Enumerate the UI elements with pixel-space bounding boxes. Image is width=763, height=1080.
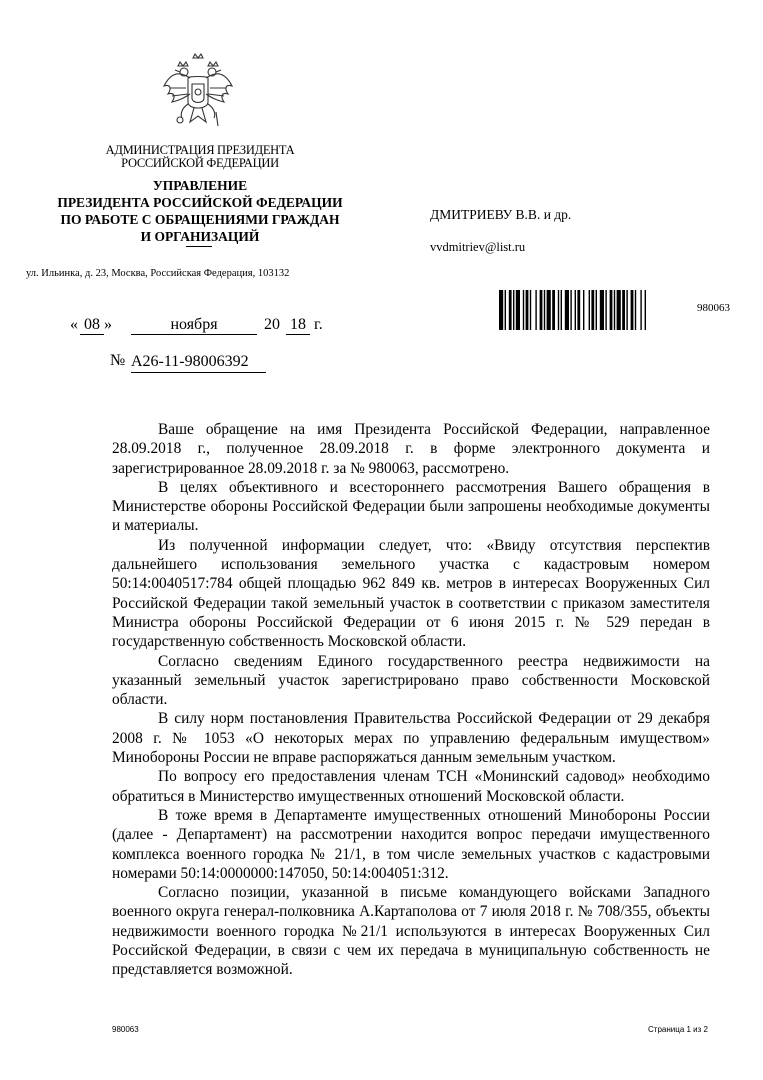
barcode-bar [561,290,562,330]
barcode-bar [505,290,506,330]
barcode-bar [605,290,606,330]
barcode-bar [540,290,543,330]
coat-of-arms-emblem-icon [160,52,236,132]
barcode-bar [547,290,551,330]
barcode-bar [509,290,512,330]
barcode-bar [565,290,569,330]
barcode-bar [535,290,536,330]
barcode-bar [577,290,580,330]
date-month: ноября [131,316,257,335]
date-close-quote: » [104,316,112,333]
barcode-bar [575,290,576,330]
body-paragraph: Согласно сведениям Единого государственного реестра недвижимости на указанный земельный участок зарегистрировано право собственности Московской области. [112,652,710,709]
agency-name-line1: АДМИНИСТРАЦИЯ ПРЕЗИДЕНТА [105,143,295,157]
body-paragraph: По вопросу его предоставления членам ТСН «Монинский садовод» необходимо обратиться в Министерство имущественных отношений Московской области. [112,768,710,805]
barcode-bar [544,290,545,330]
barcode-bar [635,290,636,330]
date-year: 18 [286,316,310,335]
header-divider [186,246,212,247]
barcode-bar [523,290,524,330]
barcode-bar [530,290,531,330]
date-year-suffix: г. [314,316,323,333]
body-paragraph: В тоже время в Департаменте имущественных отношений Минобороны России (далее - Департамент) на рассмотрении находится вопрос передачи имущественного комплекса военного городка № 21/1, в том числе земельных участков с кадастровыми номерами 50:14:0000000:147050, 50:14:004051:312. [112,806,710,882]
body-paragraph: В силу норм постановления Правительства Российской Федерации от 29 декабря 2008 г. № 1053 «О некоторых мерах по управлению федеральным имуществом» Минобороны России не вправе распоряжаться данным земельным участком. [112,710,710,767]
barcode-bar [513,290,514,330]
barcode-bar [640,290,641,330]
barcode-bar [626,290,627,330]
barcode-bar [499,290,503,330]
barcode [499,290,687,330]
barcode-number: 980063 [697,302,730,314]
agency-name-line2: РОССИЙСКОЙ ФЕДЕРАЦИИ [121,156,279,170]
body-paragraph: В целях объективного и всестороннего рассмотрения Вашего обращения в Министерстве обороны Российской Федерации были запрошены необходимые документы и материалы. [112,478,710,535]
recipient-email: vvdmitriev@list.ru [430,240,526,254]
barcode-bar [591,290,594,330]
footer-document-id: 980063 [112,1025,139,1034]
dept-name-line1: УПРАВЛЕНИЕ [152,178,248,193]
barcode-bar [617,290,621,330]
barcode-bar [583,290,584,330]
barcode-bar [526,290,529,330]
barcode-bar [614,290,615,330]
dept-name-line4: И ОРГАНИЗАЦИЙ [140,229,260,244]
reference-label: № [110,352,126,369]
date-open-quote: « [70,316,78,333]
barcode-bar [558,290,559,330]
barcode-bar [552,290,555,330]
body-paragraph: Из полученной информации следует, что: «Ввиду отсутствия перспектив дальнейшего использования земельного участка с кадастровым номером 50:14:0040517:784 общей площадью 962 849 кв. метров в интересах Вооруженных Сил Российской Федерации такой земельный участок в соответствии с приказом заместителя Министра обороны Российской Федерации от 6 июня 2015 г. № 529 передан в государственную собственность Московской области. [112,536,710,651]
barcode-bar [622,290,625,330]
barcode-bar [570,290,571,330]
date-century: 20 [264,316,280,333]
barcode-bar [516,290,520,330]
letter-body [112,420,710,980]
recipient-name: ДМИТРИЕВУ В.В. и др. [430,207,572,222]
barcode-bar [589,290,590,330]
barcode-bar [631,290,634,330]
footer-page-number: Страница 1 из 2 [648,1025,708,1034]
body-paragraph: Согласно позиции, указанной в письме командующего войсками Западного военного округа генерал-полковника А.Картаполова от 7 июля 2018 г. № 708/355, объекты недвижимости военного городка №21/1 используются в интересах Вооруженных Сил Российской Федерации, в связи с чем их передача в муниципальную собственность не представляется возможной. [112,884,710,979]
barcode-bar [596,290,597,330]
sender-address: ул. Ильинка, д. 23, Москва, Российская Федерация, 103132 [26,268,290,279]
dept-name-line2: ПРЕЗИДЕНТА РОССИЙСКОЙ ФЕДЕРАЦИИ [57,195,343,210]
barcode-bar [600,290,604,330]
reference-number: А26-11-98006392 [131,352,266,373]
date-day: 08 [80,316,104,335]
dept-name-line3: ПО РАБОТЕ С ОБРАЩЕНИЯМИ ГРАЖДАН [60,212,340,227]
barcode-bar [610,290,613,330]
barcode-bar [645,290,646,330]
body-paragraph: Ваше обращение на имя Президента Российской Федерации, направленное 28.09.2018 г., полученное 28.09.2018 г. в форме электронного документа и зарегистрированное 28.09.2018 г. за № 980063, рассмотрено. [112,421,710,477]
